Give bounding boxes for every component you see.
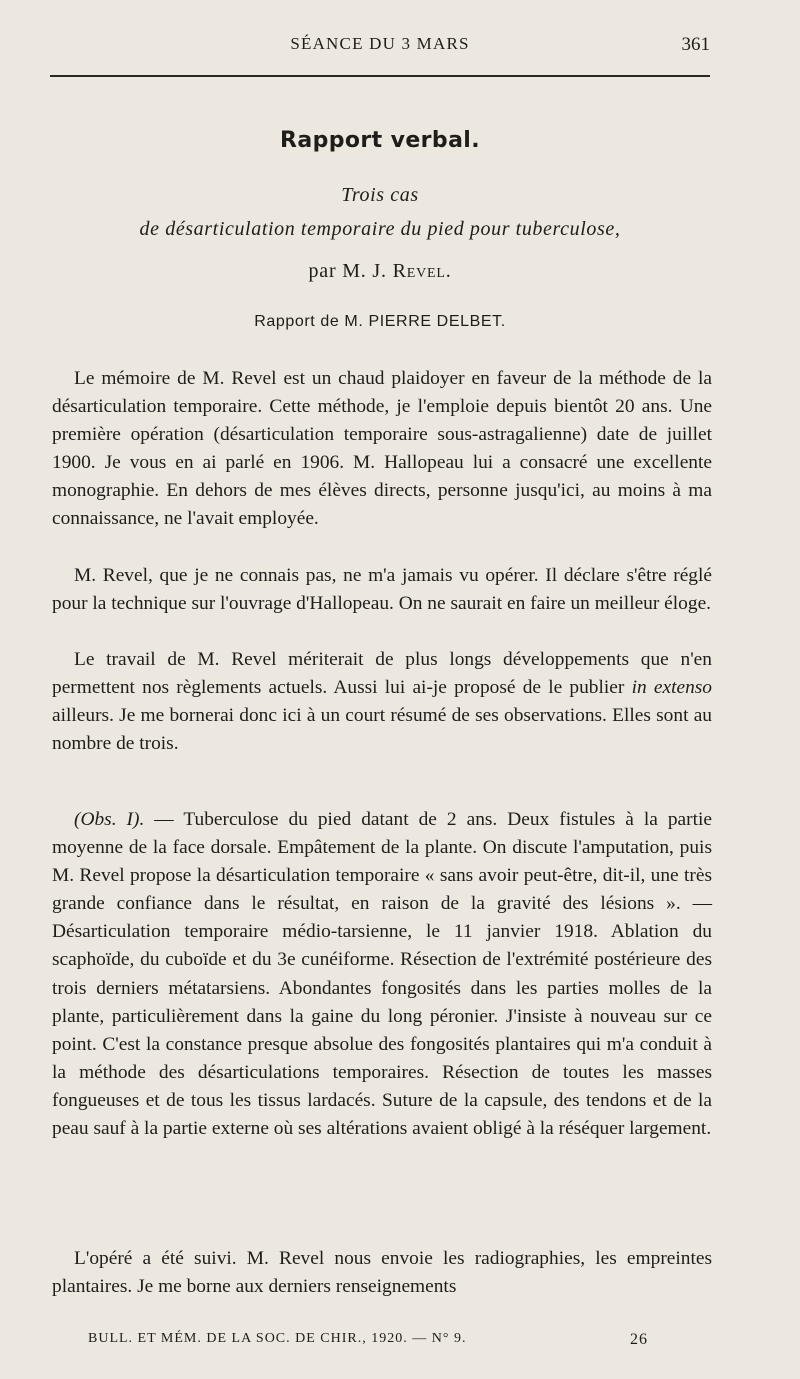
byline xyxy=(50,260,710,283)
paragraph-1: Le mémoire de M. Revel est un chaud plaidoyer en faveur de la méthode de la désarticulation temporaire. Cette méthode, je l'emploie depuis bientôt 20 ans. Une première opération (désarticulation temporaire sous-astragalienne) date de juillet 1900. Je vous en ai parlé en 1906. M. Hallopeau lui a consacré une excellente monographie. En dehors de mes élèves directs, personne jusqu'ici, au moins à ma connaissance, ne l'avait employée. xyxy=(52,368,712,530)
rapporteur-line: Rapport de M. PIERRE DELBET. xyxy=(254,313,506,330)
paragraph-3 xyxy=(52,646,712,758)
observation-1-text: — Tuberculose du pied datant de 2 ans. Deux fistules à la partie moyenne de la face dorsale. Empâtement de la plante. On discute l'amputation, puis M. Revel propose la désarticulation temporaire « sans avoir peut-être, dit-il, une très grande confiance dans le résultat, en raison de la gravité des lésions ». — Désarticulation temporaire médio-tarsienne, le 11 janvier 1918. Ablation du scaphoïde, du cuboïde et du 3e cunéiforme. Résection de l'extrémité postérieure des trois derniers métatarsiens. Abondantes fongosités dans les parties molles de la plante, particulièrement dans la gaine du long péronier. J'insiste à nouveau sur ce point. C'est la constance presque absolue des fongosités plantaires qui m'a conduit à la méthode des désarticulations temporaires. Résection de toutes les masses fongueuses et de tous les tissus lardacés. Suture de la capsule, des tendons et de la peau sauf à la partie externe où ses altérations avaient obligé à la réséquer largement. xyxy=(52,809,712,1140)
footer-reference: BULL. ET MÉM. DE LA SOC. DE CHIR., 1920. — N° 9. xyxy=(88,1331,467,1346)
paragraph-5: L'opéré a été suivi. M. Revel nous envoie les radiographies, les empreintes plantaires. Je me borne aux derniers renseignements xyxy=(52,1248,712,1298)
footer xyxy=(88,1331,648,1355)
paragraph-2: M. Revel, que je ne connais pas, ne m'a jamais vu opérer. Il déclare s'être réglé pour la technique sur l'ouvrage d'Hallopeau. On ne saurait en faire un meilleur éloge. xyxy=(52,565,712,615)
page-number: 361 xyxy=(681,34,710,55)
section-title: Rapport verbal. xyxy=(279,128,481,153)
footer-signature: 26 xyxy=(630,1331,648,1348)
subtitle-line-2: de désarticulation temporaire du pied pour tuberculose, xyxy=(139,218,621,240)
observation-1 xyxy=(52,806,712,1143)
running-head xyxy=(50,34,710,58)
header-rule xyxy=(50,75,710,77)
byline-prefix: par M. J. xyxy=(308,260,393,282)
paragraph-3-italic: in extenso xyxy=(631,677,712,699)
subtitle-line-1: Trois cas xyxy=(341,184,419,206)
byline-author: Revel. xyxy=(392,260,452,282)
paragraph-3-text-b: ailleurs. Je me bornerai donc ici à un court résumé de ses observations. Elles sont au nombre de trois. xyxy=(52,705,712,755)
observation-1-label: (Obs. I). xyxy=(74,809,145,830)
running-title: SÉANCE DU 3 MARS xyxy=(290,34,470,53)
paragraph-3-text-a: Le travail de M. Revel mériterait de plus longs développements que n'en permettent nos règlements actuels. Aussi lui ai-je proposé de le publier xyxy=(52,649,712,699)
